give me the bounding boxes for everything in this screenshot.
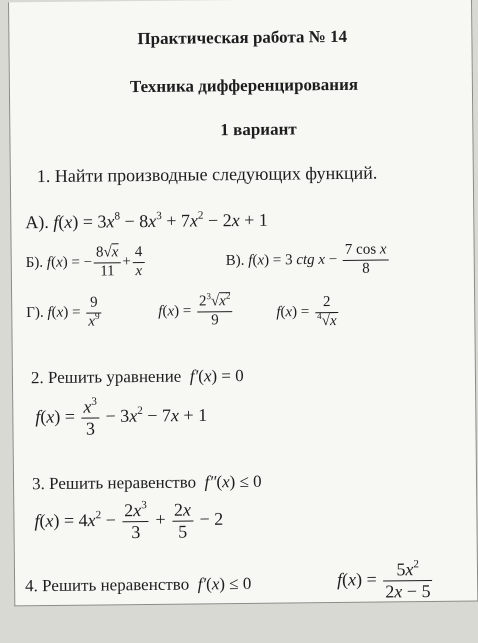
task1-v: В). f(x) = 3 ctg x − $\frac{\text{7 cos x}}{8}$: [226, 242, 391, 278]
fraction-b2: $\frac{4}{x}$: [133, 245, 145, 280]
task3-line: 3. Решить неравенство f″(x) ≤ 0: [31, 471, 262, 494]
fraction-t4: $\frac{5x^2}{2x - 5}$: [383, 560, 433, 601]
task4-line: 4. Решить неравенство f′(x) ≤ 0: [25, 573, 252, 596]
fraction-t2: $\frac{x^3}{3}$: [81, 397, 99, 438]
task1-v-label: В).: [225, 252, 245, 269]
task1-g1: Г). f(x) = $\frac{9}{x^9}$: [26, 295, 104, 330]
worksheet-page: [8, 0, 478, 606]
task1-g2: f(x) = $\frac{2^3√x^2}{9}$: [158, 294, 235, 329]
task3-formula: $f(x) = 4x^2$ − $\frac{2x^3}{3}$ + $\frac{2x}{5}$ − 2: [34, 499, 224, 543]
task1-text: 1. Найти производные следующих функций.: [36, 162, 378, 187]
task1-a-formula: f: [53, 211, 59, 232]
task1-g3: f(x) = $\frac{2}{^4√x}$: [276, 295, 341, 330]
fraction-v: $\frac{\text{7 cos x}}{8}$: [343, 242, 389, 277]
fraction-g1: $\frac{9}{x^9}$: [86, 295, 102, 330]
task2-text: 2. Решить уравнение: [30, 366, 182, 388]
task2-formula: f(x) = $\frac{x^3}{3}$ − $3x^2 - 7x + 1$: [35, 395, 208, 439]
fraction-g2: $\frac{2^3√x^2}{9}$: [197, 294, 233, 329]
task1-a: А). $f(x) = 3x^8 - 8x^3 + 7x^2 - 2x + 1$: [25, 209, 268, 233]
fraction-t3b: $\frac{2x}{5}$: [172, 501, 193, 542]
task4-formula: f(x) = $\frac{5x^2}{2x - 5}$: [336, 558, 431, 602]
task3-condition: f″: [200, 472, 217, 492]
task1-b: Б). f(x) = − $\frac{8√x}{11}$ + $\frac{4}{x}$: [26, 245, 147, 281]
task4-condition: f′: [193, 574, 207, 594]
task3-text: 3. Решить неравенство: [31, 472, 197, 494]
worksheet-title: Практическая работа № 14: [137, 26, 348, 49]
task1-b-label: Б).: [25, 254, 44, 271]
task1-g-label: Г).: [26, 304, 44, 321]
task2-line: 2. Решить уравнение f′(x) = 0: [30, 365, 244, 388]
topic-subtitle: Техника дифференцирования: [129, 74, 359, 97]
task1-a-label: А).: [25, 212, 49, 233]
fraction-g3: $\frac{2}{^4√x}$: [315, 295, 339, 330]
fraction-b1: $\frac{8√x}{11}$: [94, 245, 121, 280]
variant-label: 1 вариант: [220, 119, 297, 140]
fraction-t3a: $\frac{2x^3}{3}$: [122, 501, 149, 542]
task4-text: 4. Решить неравенство: [25, 574, 190, 596]
task2-condition: f′: [185, 366, 199, 386]
